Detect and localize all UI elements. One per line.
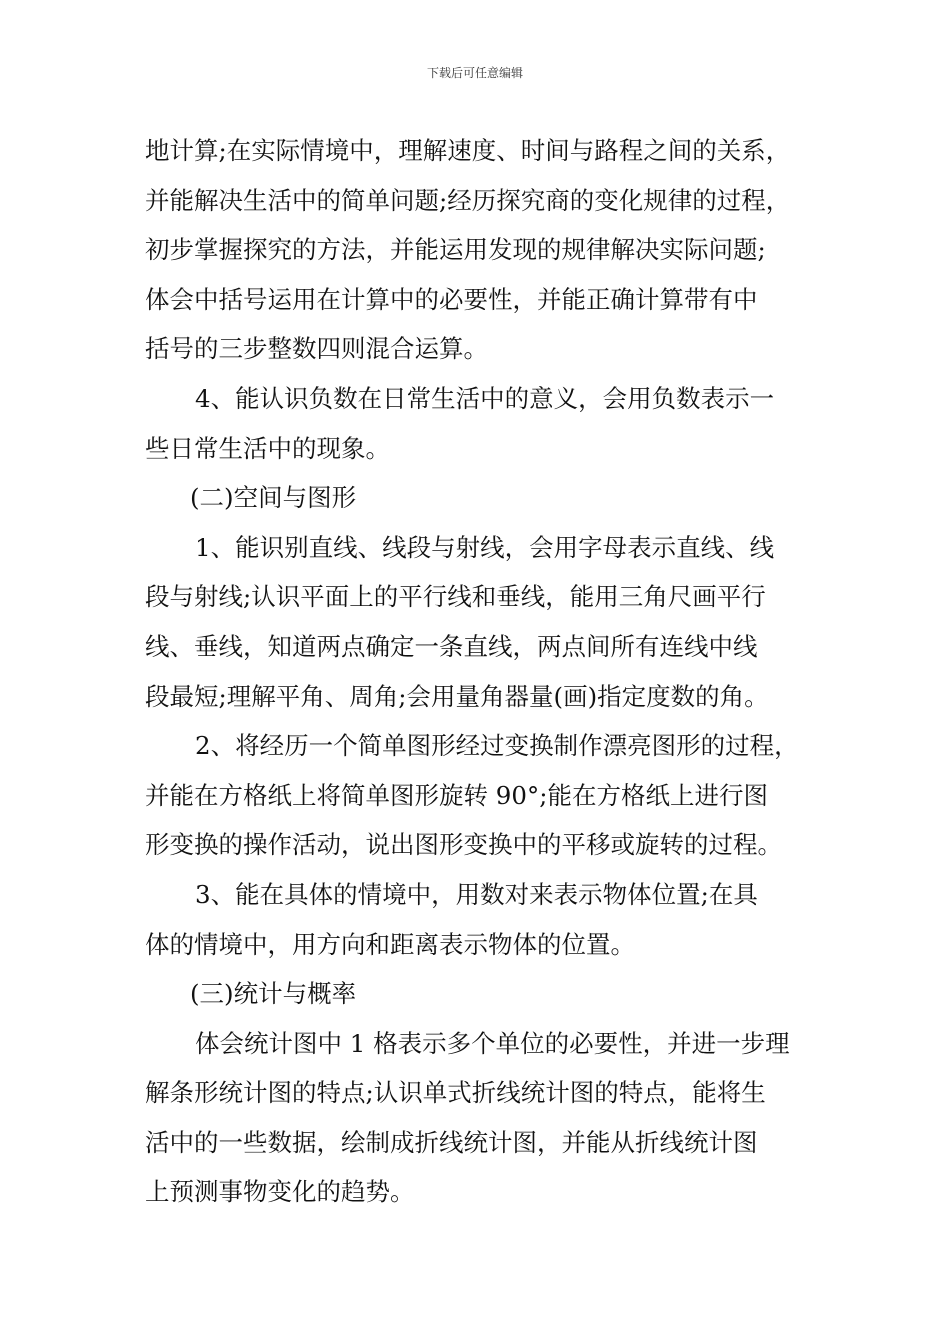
text-line: 活中的一些数据，绘制成折线统计图，并能从折线统计图 [145,1127,758,1157]
text-line: 括号的三步整数四则混合运算。 [145,334,488,364]
text-line: 线、垂线，知道两点确定一条直线，两点间所有连线中线 [145,631,758,661]
text-line: 地计算;在实际情境中，理解速度、时间与路程之间的关系， [145,136,791,165]
text-line: 上预测事物变化的趋势。 [145,1177,415,1207]
paragraph-start: 4、能认识负数在日常生活中的意义，会用负数表示一 [195,383,775,413]
section-heading: (二)空间与图形 [190,483,357,513]
text-line: 初步掌握探究的方法，并能运用发现的规律解决实际问题; [145,235,766,265]
text-line: 并能在方格纸上将简单图形旋转 90°;能在方格纸上进行图 [145,780,768,810]
paragraph-start: 1、能识别直线、线段与射线，会用字母表示直线、线 [195,532,775,562]
text-line: 体的情境中，用方向和距离表示物体的位置。 [145,929,635,959]
paragraph-start: 3、能在具体的情境中，用数对来表示物体位置;在具 [195,879,758,909]
paragraph-start: 体会统计图中 1 格表示多个单位的必要性，并进一步理 [195,1028,790,1058]
paragraph-start: 2、将经历一个简单图形经过变换制作漂亮图形的过程， [195,731,799,761]
text-line: 体会中括号运用在计算中的必要性，并能正确计算带有中 [145,284,758,314]
text-line: 段最短;理解平角、周角;会用量角器量(画)指定度数的角。 [145,681,769,711]
text-line: 段与射线;认识平面上的平行线和垂线，能用三角尺画平行 [145,582,766,612]
text-line: 并能解决生活中的简单问题;经历探究商的变化规律的过程， [145,185,791,215]
text-line: 解条形统计图的特点;认识单式折线统计图的特点，能将生 [145,1078,766,1108]
document-body [145,126,810,1217]
page-header: 下载后可任意编辑 [426,66,523,80]
section-heading: (三)统计与概率 [190,979,357,1009]
text-line: 形变换的操作活动，说出图形变换中的平移或旋转的过程。 [145,830,782,860]
text-line: 些日常生活中的现象。 [145,433,390,463]
